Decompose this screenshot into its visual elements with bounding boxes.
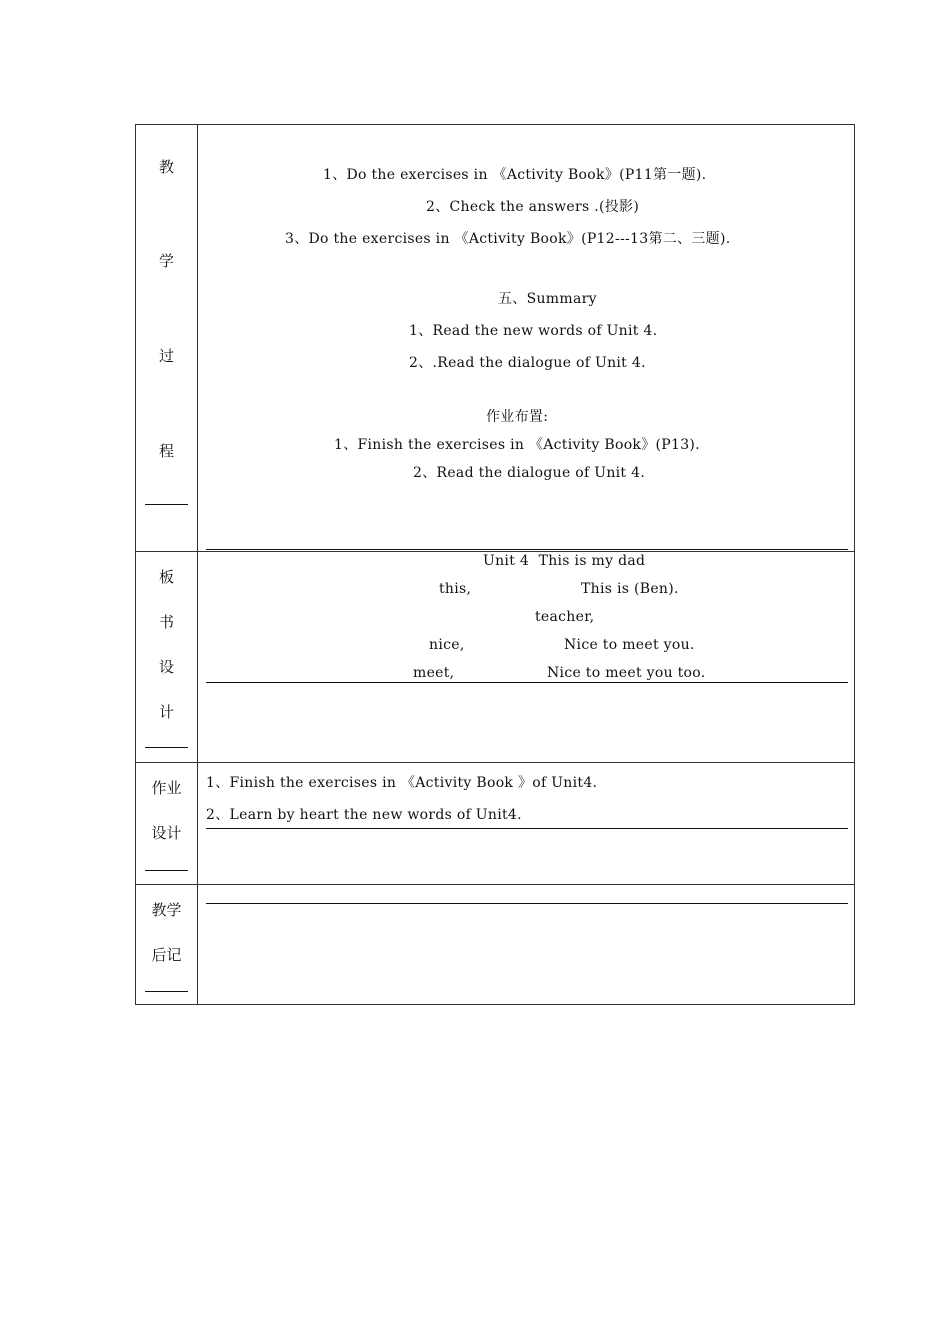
board-word: meet, [413, 665, 455, 681]
section-rule [206, 682, 848, 683]
process-label-char: 过 [158, 347, 174, 365]
label-underline [145, 870, 188, 871]
homework-line: 1、Finish the exercises in 《Activity Book 》of Unit4. [206, 775, 598, 791]
summary-heading: 五、Summary [498, 291, 597, 307]
process-line: 1、Finish the exercises in 《Activity Book》(P13). [334, 437, 700, 453]
row-divider [136, 762, 854, 763]
notes-label: 后记 [151, 946, 182, 964]
column-divider [197, 125, 198, 1004]
process-line: 1、Read the new words of Unit 4. [409, 323, 658, 339]
board-phrase: Nice to meet you. [564, 637, 695, 653]
board-word: this, [439, 581, 472, 597]
board-label-char: 设 [158, 658, 174, 676]
section-rule [206, 828, 848, 829]
board-phrase: This is (Ben). [581, 581, 679, 597]
process-line: 1、Do the exercises in 《Activity Book》(P11第一题). [323, 167, 707, 183]
process-line: 3、Do the exercises in 《Activity Book》(P12---13第二、三题). [285, 231, 731, 247]
board-word: teacher, [535, 609, 595, 625]
board-title: Unit 4 This is my dad [483, 553, 646, 569]
label-underline [145, 747, 188, 748]
notes-label: 教学 [151, 901, 182, 919]
board-label-char: 书 [158, 613, 174, 631]
row-divider [136, 884, 854, 885]
assignment-heading: 作业布置: [486, 409, 549, 425]
board-phrase: Nice to meet you too. [547, 665, 706, 681]
process-line: 2、Check the answers .(投影) [426, 199, 640, 215]
process-label-char: 程 [158, 442, 174, 460]
homework-line: 2、Learn by heart the new words of Unit4. [206, 807, 522, 823]
board-label-char: 板 [158, 568, 174, 586]
board-label-char: 计 [158, 703, 174, 721]
section-rule [206, 549, 848, 550]
section-rule [206, 903, 848, 904]
board-word: nice, [429, 637, 465, 653]
homework-label: 设计 [151, 824, 182, 842]
label-underline [145, 991, 188, 992]
process-label-char: 学 [158, 252, 174, 270]
process-line: 2、Read the dialogue of Unit 4. [413, 465, 646, 481]
process-line: 2、.Read the dialogue of Unit 4. [409, 355, 646, 371]
label-underline [145, 504, 188, 505]
homework-label: 作业 [151, 779, 182, 797]
process-label-char: 教 [158, 158, 174, 176]
lesson-plan-table [135, 124, 855, 1005]
